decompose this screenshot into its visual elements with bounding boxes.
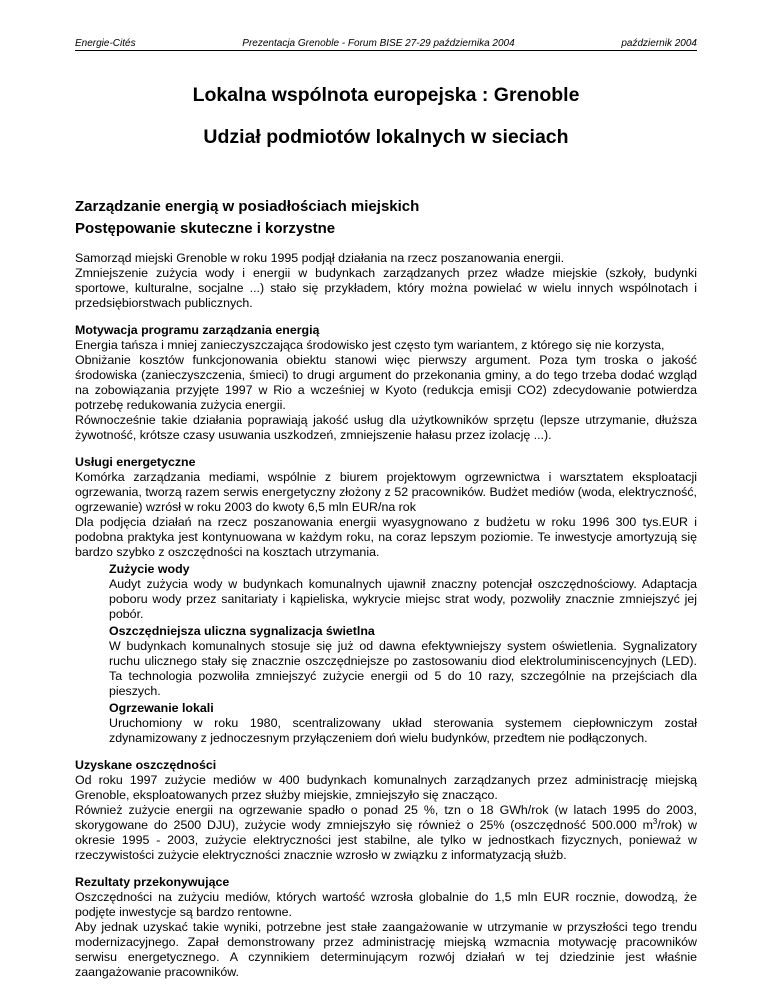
subitem-text-water: Audyt zużycia wody w budynkach komunalnych ujawnił znaczny potencjał oszczędnościowy. Adaptacja poboru wody przez sanitariaty i kąpieliska, wykrycie miejsc strat wody, pozwoliły znacznie zmniejszyć jej pobór. [109,577,697,621]
motivation-heading: Motywacja programu zarządzania energią [75,323,320,337]
document-page [75,38,697,980]
document-title: Lokalna wspólnota europejska : Grenoble [192,84,580,106]
header-center: Prezentacja Grenoble - Forum BISE 27-29 października 2004 [242,38,515,49]
results-heading: Rezultaty przekonywujące [75,875,230,889]
intro-paragraph: Samorząd miejski Grenoble w roku 1995 podjął działania na rzecz poszanowania energii. [75,251,565,265]
motivation-paragraph: Równocześnie takie działania poprawiają jakość usług dla użytkowników sprzętu (lepsze utrzymanie, dłuższa żywotność, krótsze czasy usuwania uszkodzeń, zmniejszenie hałasu przez izolację ...). [75,413,697,442]
motivation-paragraph: Obniżanie kosztów funkcjonowania obiektu stanowi więc pierwszy argument. Poza tym troska o jakość środowiska (zanieczyszczenia, śmieci) to drugi argument do przekonania gminy, a do tego trzeba dodać wzgląd na zobowiązania przyjęte 1997 w Rio a wcześniej w Kyoto (redukcja emisji CO2) zdecydowanie potwierdza potrzebę redukowania zużycia energii. [75,353,697,412]
subitem-heading-water: Zużycie wody [109,562,190,576]
results-section [75,875,697,980]
services-subitems [109,562,697,746]
results-paragraph: Oszczędności na zużyciu mediów, których wartość wzrosła globalnie do 1,5 mln EUR rocznie, dowodzą, że podjęte inwestycje są bardzo rentowne. [75,890,697,919]
section-title [75,197,697,239]
savings-text-part: /rok) w okresie 1995 - 2003, zużycie elektryczności jest stabilne, ale tylko w jednostkach fizycznych, ponieważ w rzeczywistości zużycie elektryczności znacznie wzrosło w związku z informatyzacją służb. [75,818,697,862]
subitem-text-lighting: W budynkach komunalnych stosuje się już od dawna efektywniejszy system oświetlenia. Sygnalizatory ruchu ulicznego stały się znacznie oszczędniejsze po zastosowaniu diod elektroluminiscencyjnych (LED). Ta technologia pozwoliła zmniejszyć zużycie energii od 5 do 10 razy, szczególnie na przejściach dla pieszych. [109,639,697,698]
savings-heading: Uzyskane oszczędności [75,758,217,772]
subitem-text-heating: Uruchomiony w roku 1980, scentralizowany układ sterowania systemem ciepłowniczym został zdynamizowany z jednoczesnym przyłączeniem doń wielu budynków, przedtem nie podłączonych. [109,716,697,745]
document-subtitle: Udział podmiotów lokalnych w sieciach [203,126,569,148]
header-left: Energie-Cités [75,38,136,49]
subitem-heading-lighting: Oszczędniejsza uliczna sygnalizacja świetlna [109,624,375,638]
intro [75,251,697,311]
results-paragraph: Aby jednak uzyskać takie wyniki, potrzebne jest stałe zaangażowanie w utrzymanie w przyszłości tego trendu modernizacyjnego. Zapał demonstrowany przez administrację miejską wzmacnia motywację pracowników serwisu energetycznego. A czynnikiem determinującym rozwój działań w tej dziedzinie jest właśnie zaangażowanie pracowników. [75,920,697,979]
services-section [75,455,697,746]
services-paragraph: Komórka zarządzania mediami, wspólnie z biurem projektowym ogrzewnictwa i warsztatem eksploatacji ogrzewania, tworzą razem serwis energetyczny złożony z 52 pracowników. Budżet mediów (woda, elektryczność, ogrzewanie) wzrósł w roku 2003 do kwoty 6,5 mln EUR/na rok [75,470,697,514]
section-title-line2: Postępowanie skuteczne i korzystne [75,220,336,237]
subitem-heading-heating: Ogrzewanie lokali [109,701,214,715]
savings-paragraph: Od roku 1997 zużycie mediów w 400 budynkach komunalnych zarządzanych przez administrację miejską Grenoble, eksploatowanych przez służby miejskie, zmniejszyło się znacząco. [75,773,697,802]
section-title-line1: Zarządzanie energią w posiadłościach miejskich [75,198,420,215]
superscript: 3 [652,816,658,826]
motivation-section [75,323,697,443]
motivation-paragraph: Energia tańsza i mniej zanieczyszczająca środowisko jest często tym wariantem, z którego się nie korzysta, [75,338,665,352]
header-right: październik 2004 [621,38,697,49]
savings-text-part: Również zużycie energii na ogrzewanie spadło o ponad 25 %, tzn o 18 GWh/rok (w latach 1995 do 2003, skorygowane do 2500 DJU), zużycie wody zmniejszyło się również o 25% (oszczędność 500.000 m [75,803,697,832]
intro-paragraph: Zmniejszenie zużycia wody i energii w budynkach zarządzanych przez władze miejskie (szkoły, budynki sportowe, kulturalne, socjalne ...) stało się przykładem, który można powielać w wielu innych wspólnotach i przedsiębiorstwach publicznych. [75,266,697,310]
savings-section [75,758,697,863]
savings-paragraph [75,803,697,863]
services-heading: Usługi energetyczne [75,455,196,469]
page-header [75,38,697,51]
services-paragraph: Dla podjęcia działań na rzecz poszanowania energii wyasygnowano z budżetu w roku 1996 300 tys.EUR i podobna praktyka jest kontynuowana w każdym roku, na coraz lepszym poziomie. Te inwestycje amortyzują się bardzo szybko z oszczędności na kosztach utrzymania. [75,515,697,559]
